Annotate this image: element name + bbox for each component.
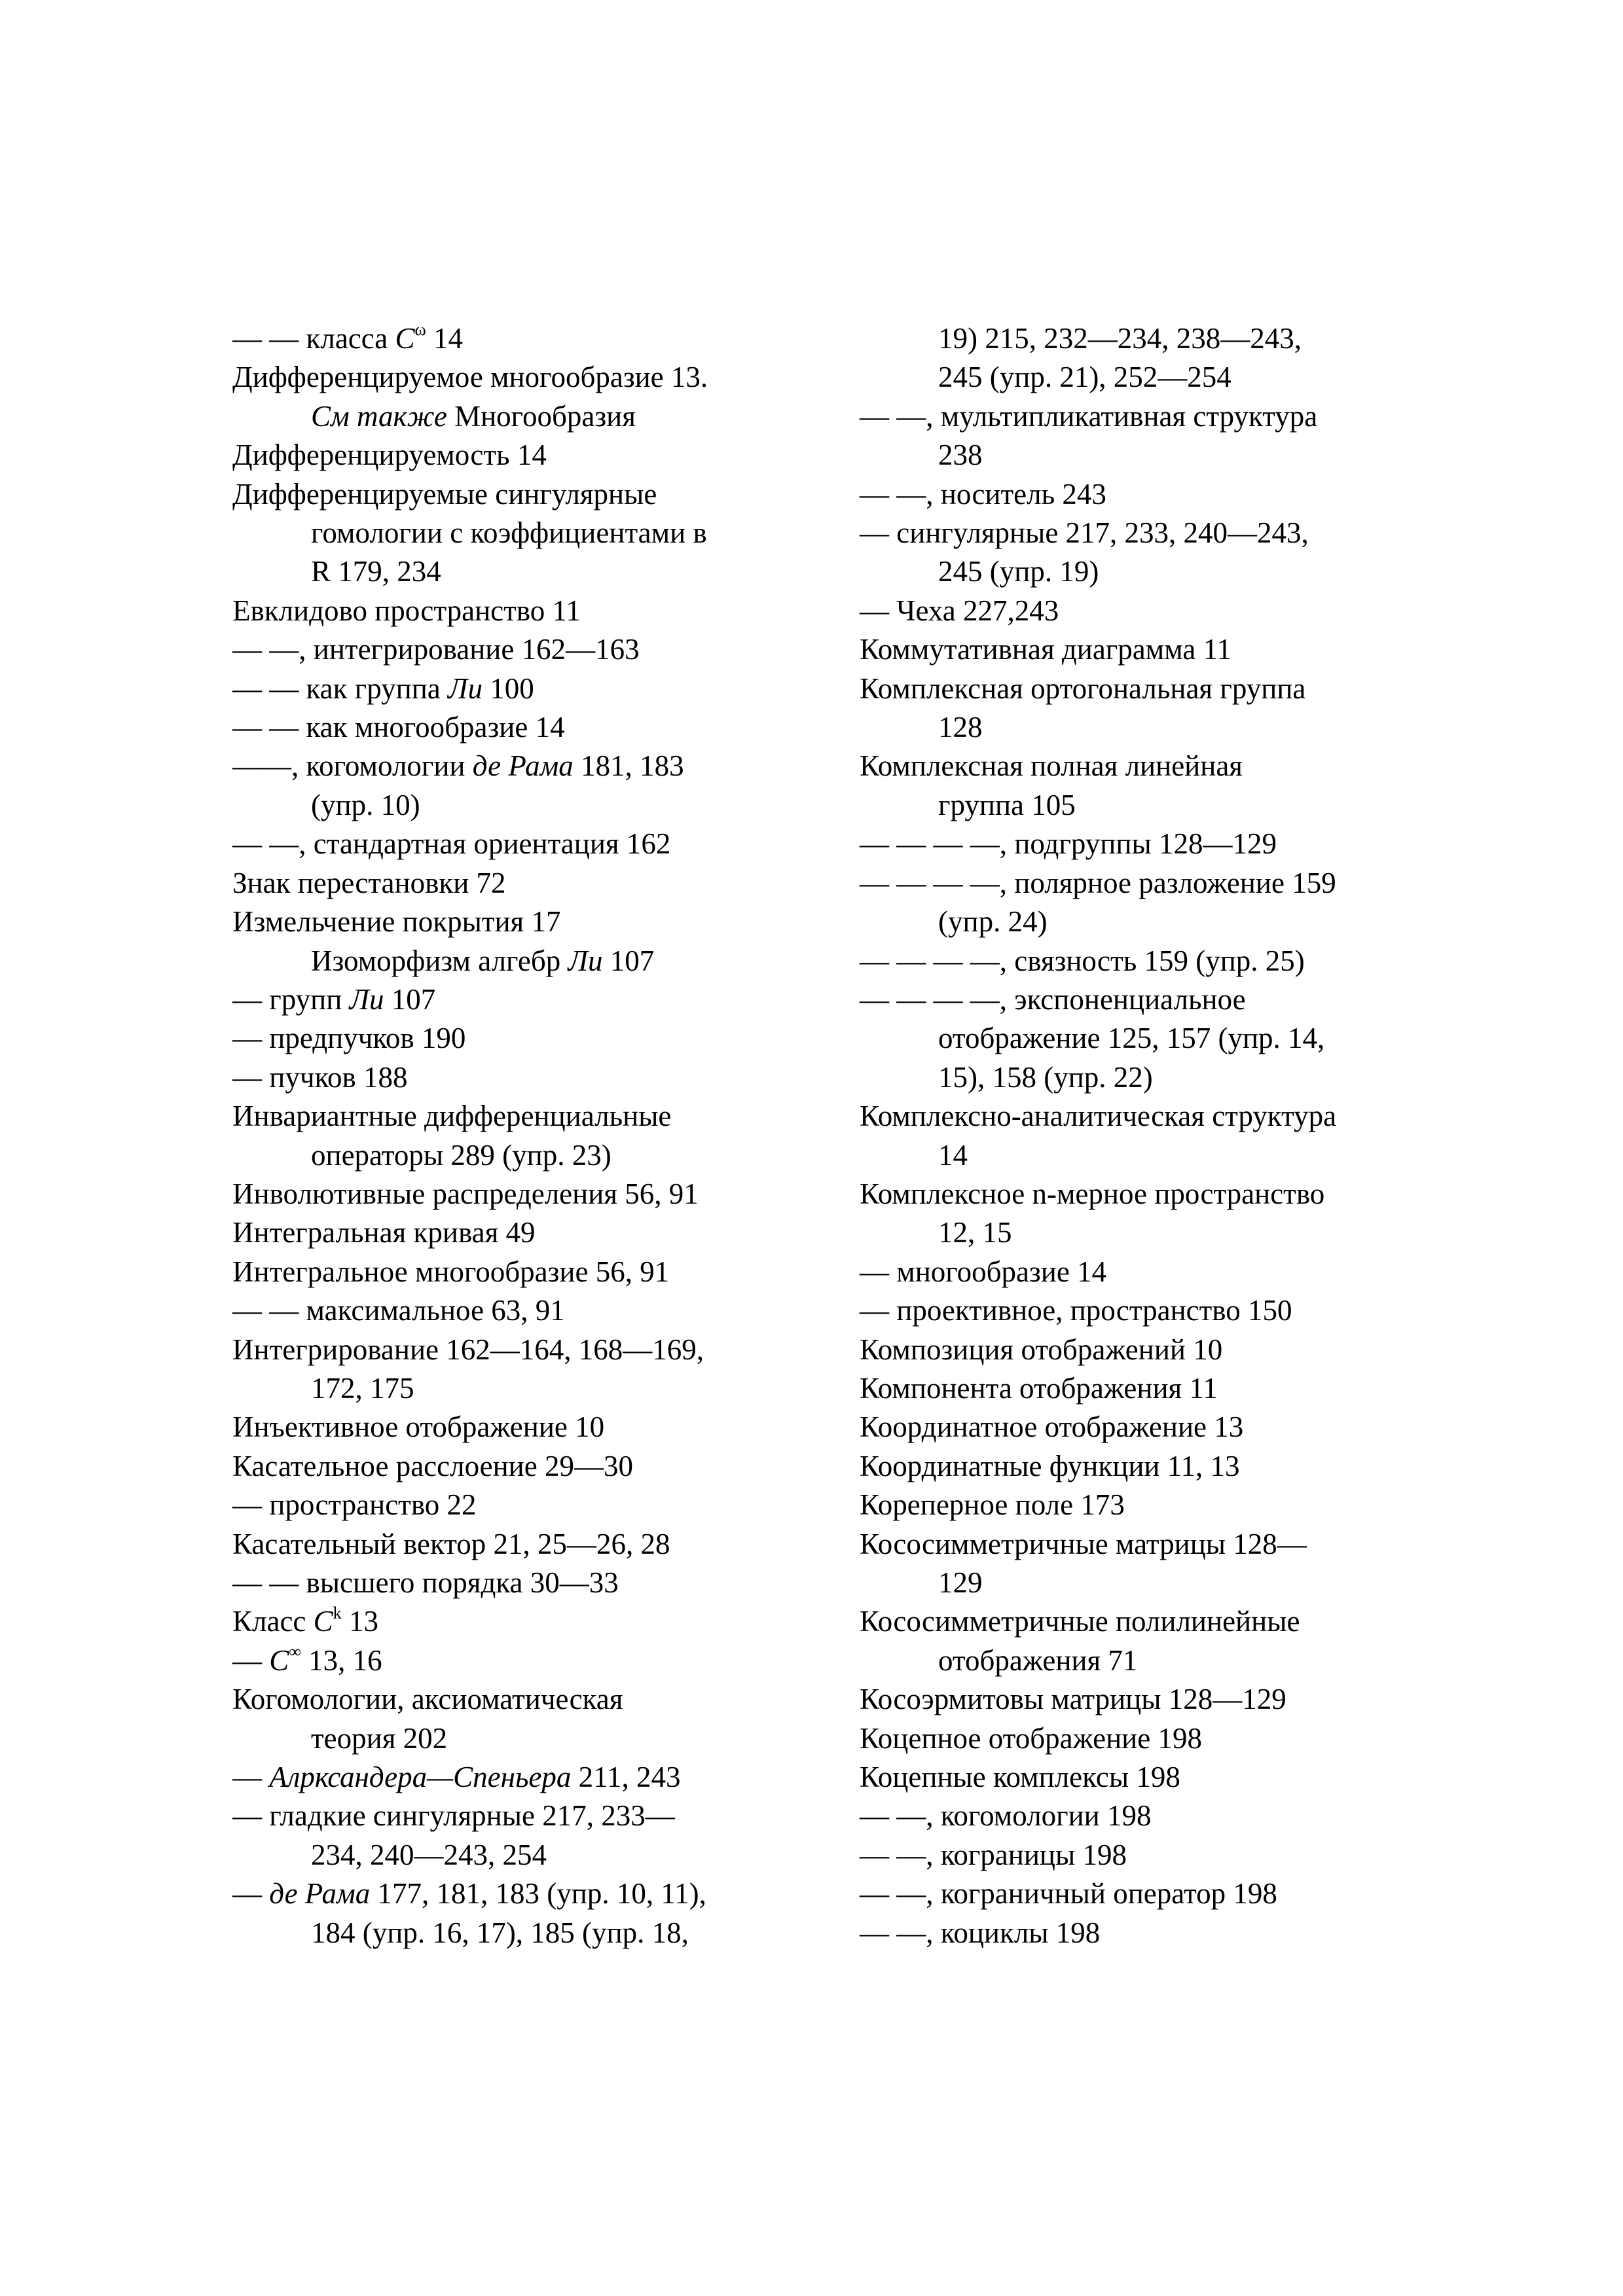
entry-text: Композиция отображений 10 bbox=[860, 1333, 1223, 1366]
index-entry bbox=[232, 1331, 809, 1369]
entry-text: 129 bbox=[938, 1566, 983, 1599]
index-entry bbox=[860, 1408, 1436, 1446]
index-entry-continuation bbox=[860, 1213, 1436, 1252]
index-entry bbox=[232, 1874, 809, 1913]
index-entry bbox=[232, 1408, 809, 1446]
index-entry bbox=[860, 1175, 1436, 1213]
entry-text: Инъективное отображение 10 bbox=[232, 1410, 605, 1444]
index-entry-continuation bbox=[860, 358, 1436, 397]
entry-italic-text: См также bbox=[311, 399, 447, 433]
index-entry bbox=[232, 1253, 809, 1291]
entry-text: Комплексное n-мерное пространство bbox=[860, 1177, 1325, 1210]
entry-text: — —, когомологии 198 bbox=[860, 1799, 1152, 1833]
entry-text: Коцепное отображение 198 bbox=[860, 1721, 1202, 1755]
index-entry bbox=[232, 1564, 809, 1602]
entry-text: операторы 289 (упр. 23) bbox=[311, 1138, 611, 1172]
index-entry bbox=[232, 1058, 809, 1097]
index-entry bbox=[232, 1797, 809, 1835]
entry-text: Класс bbox=[232, 1605, 314, 1638]
index-entry bbox=[860, 1447, 1436, 1486]
index-entry bbox=[860, 1680, 1436, 1719]
entry-text: — — — —, экспоненциальное bbox=[860, 982, 1246, 1016]
entry-text: — — класса bbox=[232, 322, 395, 355]
entry-text: Коммутативная диаграмма 11 bbox=[860, 633, 1231, 666]
entry-text: — Чеха 227,243 bbox=[860, 594, 1059, 627]
entry-italic-text: Ли bbox=[448, 672, 483, 705]
entry-text: 15), 158 (упр. 22) bbox=[938, 1060, 1153, 1094]
entry-text: 14 bbox=[426, 322, 463, 355]
index-entry-continuation bbox=[860, 436, 1436, 475]
index-entry bbox=[860, 670, 1436, 708]
entry-text: — пространство 22 bbox=[232, 1488, 477, 1522]
index-entry bbox=[232, 864, 809, 903]
entry-text: — гладкие сингулярные 217, 233— bbox=[232, 1799, 675, 1833]
entry-text: — сингулярные 217, 233, 240—243, bbox=[860, 516, 1309, 550]
entry-text: 184 (упр. 16, 17), 185 (упр. 18, bbox=[311, 1916, 689, 1949]
index-entry bbox=[232, 903, 809, 941]
index-entry-continuation bbox=[860, 786, 1436, 825]
entry-text: гомологии с коэффициентами в bbox=[311, 516, 707, 550]
index-entry bbox=[860, 1253, 1436, 1291]
entry-text: — — — —, связность 159 (упр. 25) bbox=[860, 944, 1305, 977]
entry-text: — проективное, пространство 150 bbox=[860, 1294, 1292, 1327]
entry-text: — — высшего порядка 30—33 bbox=[232, 1566, 619, 1599]
index-entry bbox=[232, 980, 809, 1019]
index-entry bbox=[860, 630, 1436, 669]
entry-text: — многообразие 14 bbox=[860, 1255, 1107, 1288]
index-entry bbox=[860, 1797, 1436, 1835]
entry-text: Евклидово пространство 11 bbox=[232, 594, 581, 627]
index-entry bbox=[232, 1525, 809, 1564]
index-entry bbox=[860, 825, 1436, 863]
entry-text: R 179, 234 bbox=[311, 555, 441, 588]
entry-text: 13, 16 bbox=[301, 1643, 382, 1677]
entry-text: — bbox=[232, 1643, 270, 1677]
index-entry bbox=[232, 475, 809, 514]
index-entry bbox=[232, 358, 809, 397]
entry-text: — —, мультипликативная структура bbox=[860, 399, 1318, 433]
index-entry bbox=[232, 1291, 809, 1330]
entry-text: 245 (упр. 21), 252—254 bbox=[938, 361, 1231, 394]
index-entry-continuation bbox=[860, 1641, 1436, 1680]
index-entry-continuation bbox=[860, 552, 1436, 591]
index-entry bbox=[232, 747, 809, 785]
entry-text: Инволютивные распределения 56, 91 bbox=[232, 1177, 699, 1210]
entry-text: Компонента отображения 11 bbox=[860, 1371, 1218, 1405]
index-entry bbox=[232, 670, 809, 708]
index-column-left bbox=[232, 319, 809, 1952]
index-entry bbox=[232, 1019, 809, 1058]
entry-text: — —, стандартная ориентация 162 bbox=[232, 827, 671, 861]
entry-text: Коцепные комплексы 198 bbox=[860, 1761, 1180, 1794]
entry-text: — — — —, полярное разложение 159 bbox=[860, 866, 1336, 899]
index-entry-continuation bbox=[860, 319, 1436, 358]
entry-text: Когомологии, аксиоматическая bbox=[232, 1683, 623, 1716]
entry-text: 107 bbox=[384, 982, 436, 1016]
index-entry bbox=[860, 1719, 1436, 1758]
entry-text: 12, 15 bbox=[938, 1216, 1012, 1249]
index-entry-continuation bbox=[232, 1836, 809, 1874]
index-entry bbox=[232, 1758, 809, 1797]
index-entry bbox=[860, 475, 1436, 514]
index-entry-continuation bbox=[232, 786, 809, 825]
entry-italic-text: C bbox=[269, 1643, 289, 1677]
entry-italic-text: де Рама bbox=[472, 749, 574, 783]
entry-text: Дифференцируемость 14 bbox=[232, 439, 547, 472]
entry-text: ——, когомологии bbox=[232, 749, 473, 783]
index-entry bbox=[860, 980, 1436, 1019]
entry-text: 19) 215, 232—234, 238—243, bbox=[938, 322, 1302, 355]
entry-text: 234, 240—243, 254 bbox=[311, 1838, 547, 1871]
index-entry-continuation bbox=[860, 1136, 1436, 1175]
index-entry-continuation bbox=[232, 1369, 809, 1408]
index-entry bbox=[860, 592, 1436, 630]
index-entry-continuation bbox=[232, 1914, 809, 1952]
entry-text: 13 bbox=[341, 1605, 378, 1638]
entry-text: Касательный вектор 21, 25—26, 28 bbox=[232, 1527, 670, 1560]
entry-text: Интегральная кривая 49 bbox=[232, 1216, 536, 1249]
index-entry bbox=[860, 1758, 1436, 1797]
entry-text: Координатные функции 11, 13 bbox=[860, 1449, 1240, 1482]
index-entry bbox=[860, 1914, 1436, 1952]
entry-italic-text: де Рама bbox=[269, 1877, 371, 1910]
index-entry bbox=[860, 1369, 1436, 1408]
index-entry bbox=[860, 1486, 1436, 1524]
entry-text: — bbox=[232, 1877, 270, 1910]
entry-text: Изоморфизм алгебр bbox=[311, 944, 568, 977]
index-entry bbox=[860, 942, 1436, 980]
index-entry bbox=[860, 1097, 1436, 1136]
entry-text: — —, коциклы 198 bbox=[860, 1916, 1101, 1949]
entry-text: Интегрирование 162—164, 168—169, bbox=[232, 1333, 704, 1366]
entry-text: Дифференцируемые сингулярные bbox=[232, 477, 657, 511]
index-entry-continuation bbox=[860, 1564, 1436, 1602]
entry-text: 211, 243 bbox=[571, 1761, 681, 1794]
entry-text: — —, кограничный оператор 198 bbox=[860, 1877, 1277, 1910]
entry-text: Интегральное многообразие 56, 91 bbox=[232, 1255, 670, 1288]
entry-text: Знак перестановки 72 bbox=[232, 866, 506, 899]
entry-text: — —, носитель 243 bbox=[860, 477, 1106, 511]
entry-text: 245 (упр. 19) bbox=[938, 555, 1099, 588]
entry-text: Дифференцируемое многообразие 13. bbox=[232, 361, 708, 394]
entry-superscript: ω bbox=[414, 320, 426, 340]
index-entry bbox=[860, 1331, 1436, 1369]
entry-text: отображение 125, 157 (упр. 14, bbox=[938, 1022, 1325, 1055]
entry-text: Касательное расслоение 29—30 bbox=[232, 1449, 633, 1482]
index-entry bbox=[860, 1525, 1436, 1564]
index-entry-continuation bbox=[860, 708, 1436, 747]
entry-text: — — как многообразие 14 bbox=[232, 711, 565, 744]
entry-text: — пучков 188 bbox=[232, 1060, 408, 1094]
entry-text: Кососимметричные полилинейные bbox=[860, 1605, 1300, 1638]
entry-text: 238 bbox=[938, 439, 983, 472]
index-entry bbox=[232, 1447, 809, 1486]
index-entry bbox=[232, 1097, 809, 1136]
entry-text: 100 bbox=[483, 672, 534, 705]
entry-text: Кососимметричные матрицы 128— bbox=[860, 1527, 1307, 1560]
entry-text: Кореперное поле 173 bbox=[860, 1488, 1125, 1522]
entry-text: — — — —, подгруппы 128—129 bbox=[860, 827, 1277, 861]
entry-text: (упр. 10) bbox=[311, 788, 420, 821]
entry-text: Косоэрмитовы матрицы 128—129 bbox=[860, 1683, 1286, 1716]
index-entry bbox=[232, 436, 809, 475]
index-entry-continuation bbox=[232, 1136, 809, 1175]
entry-text: 14 bbox=[938, 1138, 968, 1172]
entry-text: — предпучков 190 bbox=[232, 1022, 466, 1055]
entry-italic-text: C bbox=[313, 1605, 333, 1638]
index-entry bbox=[232, 1641, 809, 1680]
entry-text: — — максимальное 63, 91 bbox=[232, 1294, 565, 1327]
entry-text: группа 105 bbox=[938, 788, 1076, 821]
index-entry-continuation bbox=[860, 1019, 1436, 1058]
entry-text: — —, кограницы 198 bbox=[860, 1838, 1127, 1871]
entry-text: теория 202 bbox=[311, 1721, 448, 1755]
index-entry bbox=[860, 397, 1436, 436]
entry-text: 128 bbox=[938, 711, 983, 744]
entry-text: 107 bbox=[602, 944, 655, 977]
entry-text: Многообразия bbox=[447, 399, 636, 433]
entry-superscript: k bbox=[333, 1603, 342, 1623]
index-entry bbox=[232, 708, 809, 747]
entry-text: (упр. 24) bbox=[938, 905, 1048, 939]
entry-text: — —, интегрирование 162—163 bbox=[232, 633, 640, 666]
index-entry bbox=[860, 514, 1436, 552]
entry-italic-text: C bbox=[395, 322, 415, 355]
entry-text: 172, 175 bbox=[311, 1371, 414, 1405]
entry-text: 177, 181, 183 (упр. 10, 11), bbox=[370, 1877, 706, 1910]
entry-text: Комплексная полная линейная bbox=[860, 749, 1243, 783]
index-entry-continuation bbox=[232, 552, 809, 591]
index-entry bbox=[232, 1602, 809, 1641]
index-entry bbox=[232, 825, 809, 863]
entry-text: — bbox=[232, 1761, 270, 1794]
index-entry bbox=[232, 1486, 809, 1524]
entry-superscript: ∞ bbox=[289, 1641, 301, 1661]
index-entry bbox=[232, 1175, 809, 1213]
entry-text: Комплексно-аналитическая структура bbox=[860, 1100, 1337, 1133]
entry-italic-text: Ли bbox=[568, 944, 603, 977]
index-entry-continuation bbox=[232, 1719, 809, 1758]
index-entry-continuation bbox=[232, 942, 809, 980]
index-entry bbox=[860, 1874, 1436, 1913]
entry-text: Координатное отображение 13 bbox=[860, 1410, 1244, 1444]
entry-italic-text: Ли bbox=[349, 982, 384, 1016]
index-entry-continuation bbox=[232, 397, 809, 436]
entry-text: Комплексная ортогональная группа bbox=[860, 672, 1306, 705]
index-entry bbox=[232, 1213, 809, 1252]
index-entry-continuation bbox=[860, 1058, 1436, 1097]
index-column-right bbox=[860, 319, 1436, 1952]
entry-italic-text: Алрксандера—Спеньера bbox=[269, 1761, 572, 1794]
index-entry bbox=[232, 630, 809, 669]
index-entry-continuation bbox=[860, 903, 1436, 941]
entry-text: — групп bbox=[232, 982, 350, 1016]
index-entry bbox=[860, 1291, 1436, 1330]
index-entry bbox=[860, 864, 1436, 903]
index-entry bbox=[232, 592, 809, 630]
entry-text: 181, 183 bbox=[573, 749, 684, 783]
index-entry bbox=[860, 1602, 1436, 1641]
entry-text: отображения 71 bbox=[938, 1643, 1138, 1677]
index-entry bbox=[232, 1680, 809, 1719]
index-entry bbox=[232, 319, 809, 358]
entry-text: Измельчение покрытия 17 bbox=[232, 905, 561, 939]
entry-text: — — как группа bbox=[232, 672, 448, 705]
index-entry bbox=[860, 1836, 1436, 1874]
index-entry-continuation bbox=[232, 514, 809, 552]
index-entry bbox=[860, 747, 1436, 785]
entry-text: Инвариантные дифференциальные bbox=[232, 1100, 672, 1133]
